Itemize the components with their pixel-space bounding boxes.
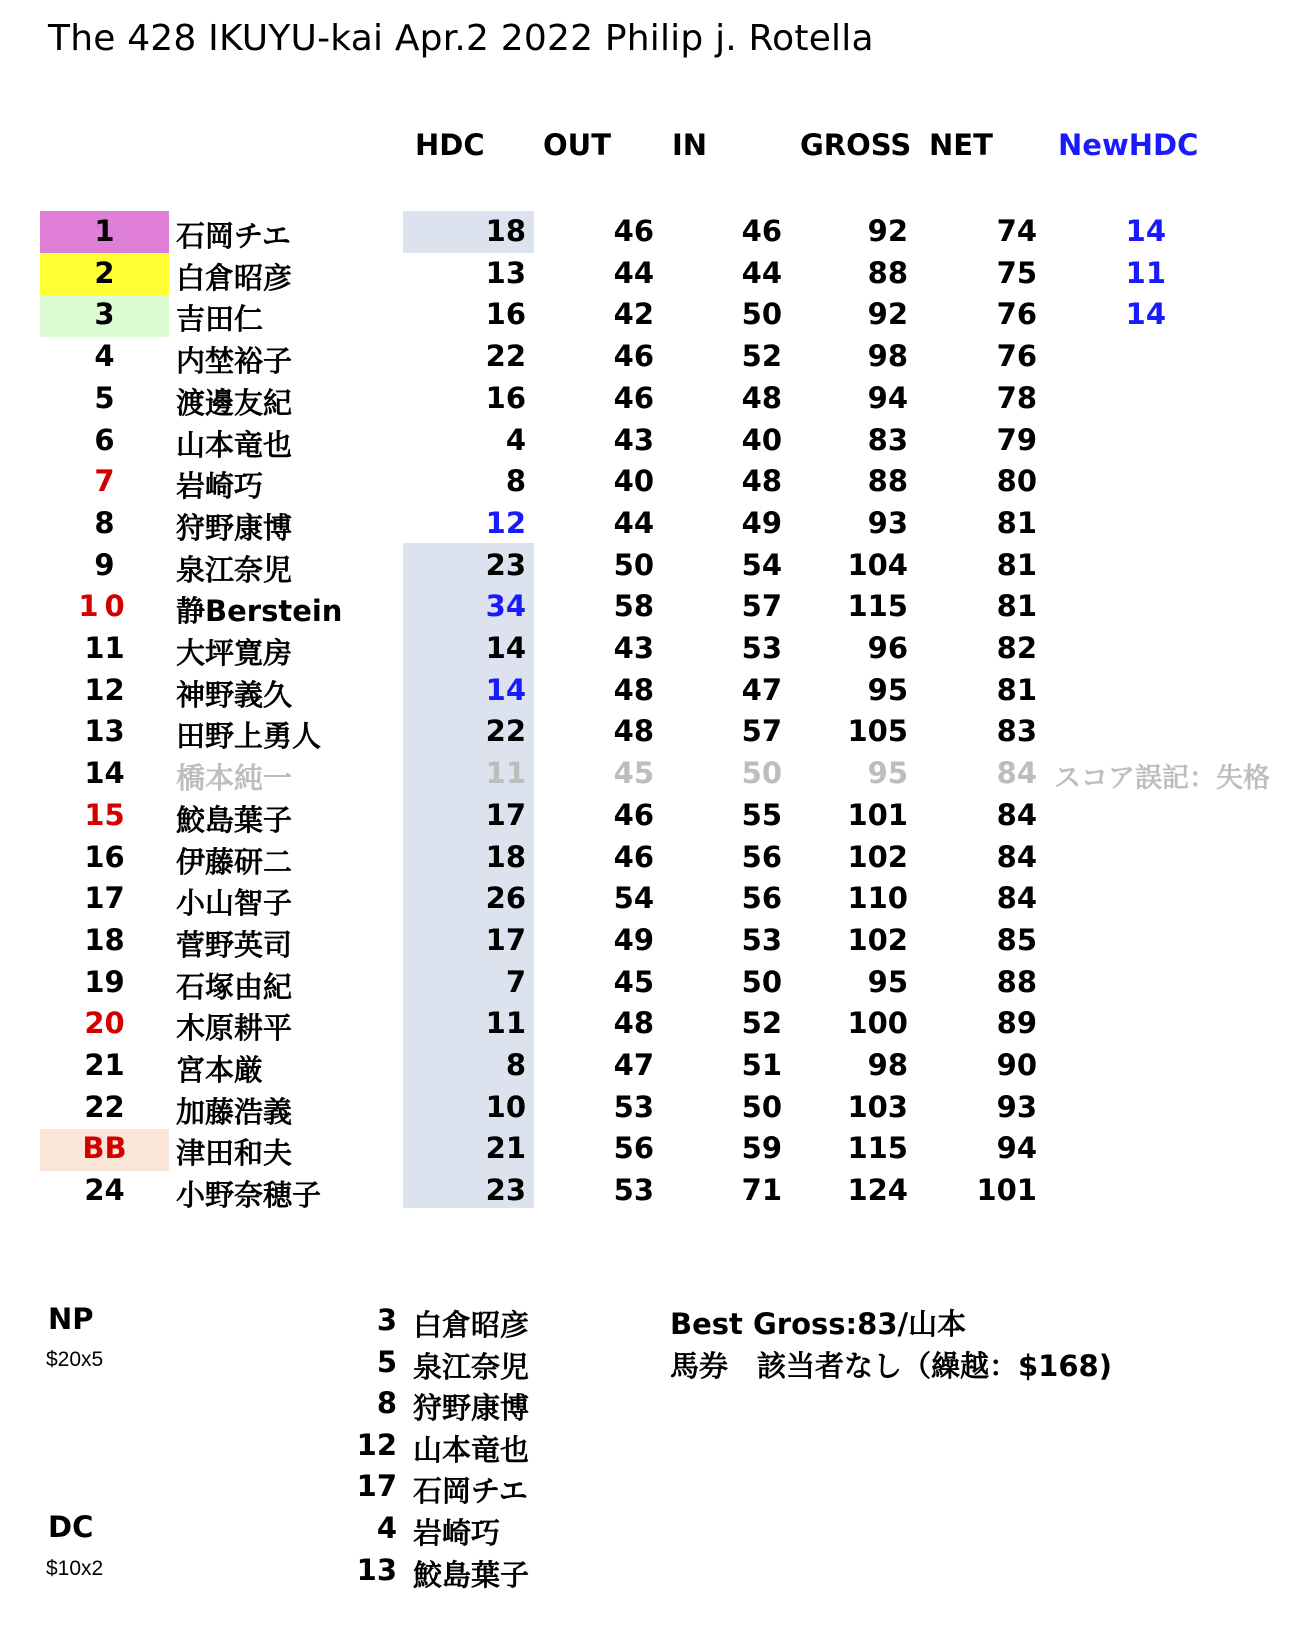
hdc-cell: 14	[485, 631, 526, 665]
out-cell: 46	[613, 797, 654, 832]
hdc-cell: 23	[485, 547, 526, 582]
out-cell: 43	[613, 422, 654, 457]
table-row	[0, 920, 1316, 962]
table-row	[0, 253, 1316, 295]
baken-note: 馬券 該当者なし（繰越：$168)	[670, 1349, 1112, 1383]
in-cell: 52	[741, 1006, 782, 1041]
header-new-hdc: NewHDC	[1058, 128, 1199, 162]
in-cell: 50	[741, 297, 782, 332]
net-cell: 74	[996, 214, 1037, 248]
rank-cell: 10	[78, 589, 131, 624]
gross-cell: 115	[847, 589, 908, 624]
out-cell: 40	[613, 464, 654, 499]
net-cell: 94	[996, 1131, 1037, 1166]
hdc-cell: 18	[485, 214, 526, 248]
table-row	[0, 1003, 1316, 1045]
best-gross: Best Gross:83/山本	[670, 1307, 967, 1341]
gross-cell: 92	[867, 297, 908, 332]
gross-cell: 124	[847, 1173, 908, 1208]
rank-cell: 22	[84, 1089, 125, 1124]
net-cell: 81	[996, 589, 1037, 624]
hdc-cell: 12	[485, 505, 526, 540]
winner-name: 岩崎巧	[413, 1516, 501, 1550]
hdc-cell: 16	[485, 380, 526, 415]
gross-cell: 95	[867, 756, 908, 791]
in-cell: 50	[741, 1089, 782, 1124]
net-cell: 81	[996, 505, 1037, 540]
table-row	[0, 211, 1316, 253]
table-row	[0, 1128, 1316, 1170]
name-cell: 小山智子	[176, 886, 293, 921]
in-cell: 46	[741, 214, 782, 248]
in-cell: 55	[741, 797, 782, 832]
net-cell: 88	[996, 964, 1037, 999]
prize-winner	[0, 1386, 700, 1426]
out-cell: 44	[613, 505, 654, 540]
in-cell: 71	[741, 1173, 782, 1208]
rank-cell: 20	[84, 1006, 125, 1041]
out-cell: 46	[613, 214, 654, 248]
table-row	[0, 294, 1316, 336]
gross-cell: 98	[867, 339, 908, 374]
rank-cell: 16	[84, 839, 125, 874]
rank-cell: 15	[84, 797, 125, 832]
out-cell: 42	[613, 297, 654, 332]
hdc-cell: 13	[485, 255, 526, 290]
rank-cell: 24	[84, 1173, 125, 1208]
name-cell: 静Berstein	[176, 594, 343, 629]
hdc-cell: 34	[485, 589, 526, 624]
out-cell: 43	[613, 631, 654, 665]
gross-cell: 88	[867, 464, 908, 499]
in-cell: 59	[741, 1131, 782, 1166]
hdc-cell: 11	[485, 756, 526, 791]
hdc-cell: 8	[505, 1048, 526, 1082]
hdc-cell: 22	[485, 339, 526, 374]
out-cell: 45	[613, 756, 654, 791]
table-row	[0, 1087, 1316, 1129]
net-cell: 84	[996, 797, 1037, 832]
gross-cell: 110	[847, 881, 908, 916]
in-cell: 44	[741, 255, 782, 290]
gross-cell: 96	[867, 631, 908, 665]
net-cell: 83	[996, 714, 1037, 749]
name-cell: 菅野英司	[176, 927, 293, 962]
gross-cell: 93	[867, 505, 908, 540]
rank-cell: 4	[94, 339, 115, 374]
header-hdc: HDC	[415, 128, 485, 162]
net-cell: 84	[996, 839, 1037, 874]
net-cell: 79	[996, 422, 1037, 457]
table-row	[0, 837, 1316, 879]
out-cell: 53	[613, 1173, 654, 1208]
table-row	[0, 336, 1316, 378]
table-row	[0, 1170, 1316, 1212]
winner-name: 狩野康博	[413, 1391, 530, 1425]
net-cell: 90	[996, 1048, 1037, 1082]
dc-label: DC	[48, 1510, 94, 1544]
table-row	[0, 628, 1316, 670]
out-cell: 48	[613, 672, 654, 707]
rank-cell: 19	[84, 964, 125, 999]
net-cell: 89	[996, 1006, 1037, 1041]
in-cell: 47	[741, 672, 782, 707]
in-cell: 56	[741, 881, 782, 916]
out-cell: 45	[613, 964, 654, 999]
hdc-cell: 11	[485, 1006, 526, 1041]
gross-cell: 95	[867, 672, 908, 707]
table-row	[0, 545, 1316, 587]
winner-name: 鮫島葉子	[413, 1557, 530, 1592]
hdc-cell: 14	[485, 672, 526, 707]
net-cell: 78	[996, 380, 1037, 415]
table-row	[0, 461, 1316, 503]
net-cell: 82	[996, 631, 1037, 665]
rank-cell: 6	[94, 422, 115, 457]
out-cell: 46	[613, 339, 654, 374]
name-cell: 白倉昭彦	[176, 260, 293, 295]
rank-cell: 1	[94, 214, 115, 248]
prize-winner	[0, 1553, 700, 1593]
name-cell: 岩崎巧	[176, 469, 264, 504]
new-hdc-cell: 14	[1125, 214, 1166, 248]
table-row	[0, 878, 1316, 920]
gross-cell: 95	[867, 964, 908, 999]
out-cell: 53	[613, 1089, 654, 1124]
in-cell: 49	[741, 505, 782, 540]
out-cell: 48	[613, 1006, 654, 1041]
name-cell: 田野上勇人	[176, 719, 322, 754]
page-title: The 428 IKUYU-kai Apr.2 2022 Philip j. Rotella	[48, 18, 874, 59]
np-prize: $20x5	[46, 1348, 104, 1371]
out-cell: 48	[613, 714, 654, 749]
rank-cell: 2	[94, 255, 115, 290]
np-label: NP	[48, 1302, 94, 1336]
table-row	[0, 711, 1316, 753]
name-cell: 小野奈穂子	[176, 1178, 322, 1213]
winner-name: 山本竜也	[413, 1432, 530, 1467]
net-cell: 81	[996, 547, 1037, 582]
hole-number: 3	[376, 1303, 397, 1337]
hdc-cell: 7	[505, 964, 526, 999]
header-out: OUT	[543, 128, 611, 162]
hdc-cell: 17	[485, 797, 526, 832]
rank-cell: 3	[94, 297, 115, 332]
hdc-cell: 18	[485, 839, 526, 874]
hdc-cell: 21	[485, 1131, 526, 1166]
name-cell: 狩野康博	[176, 510, 293, 545]
gross-cell: 98	[867, 1048, 908, 1082]
winner-name: 石岡チエ	[413, 1474, 528, 1508]
table-row	[0, 753, 1316, 795]
rank-cell: 7	[94, 464, 115, 499]
out-cell: 50	[613, 547, 654, 582]
table-row	[0, 503, 1316, 545]
gross-cell: 105	[847, 714, 908, 749]
net-cell: 80	[996, 464, 1037, 499]
table-row	[0, 795, 1316, 837]
prize-winner	[0, 1511, 700, 1551]
rank-cell: 12	[84, 672, 125, 707]
in-cell: 50	[741, 964, 782, 999]
disqualified-note: スコア誤記：失格	[1054, 763, 1270, 795]
out-cell: 49	[613, 922, 654, 957]
out-cell: 54	[613, 881, 654, 916]
hole-number: 5	[376, 1344, 397, 1379]
in-cell: 48	[741, 464, 782, 499]
table-row	[0, 1045, 1316, 1087]
net-cell: 81	[996, 672, 1037, 707]
net-cell: 76	[996, 297, 1037, 332]
gross-cell: 83	[867, 422, 908, 457]
winner-name: 泉江奈児	[413, 1349, 530, 1384]
out-cell: 47	[613, 1048, 654, 1082]
out-cell: 58	[613, 589, 654, 624]
name-cell: 石岡チエ	[176, 219, 291, 253]
rank-cell: 5	[94, 380, 115, 415]
rank-cell: BB	[82, 1131, 127, 1166]
rank-cell: 14	[84, 756, 125, 791]
hole-number: 17	[356, 1469, 397, 1503]
gross-cell: 115	[847, 1131, 908, 1166]
rank-cell: 21	[84, 1048, 125, 1082]
name-cell: 神野義久	[176, 677, 293, 712]
rank-cell: 17	[84, 881, 125, 916]
dc-prize: $10x2	[46, 1557, 104, 1580]
out-cell: 46	[613, 839, 654, 874]
prize-winner	[0, 1303, 700, 1343]
in-cell: 56	[741, 839, 782, 874]
name-cell: 宮本厳	[176, 1053, 264, 1087]
header-gross: GROSS	[800, 128, 912, 162]
name-cell: 伊藤研二	[176, 844, 293, 879]
name-cell: 石塚由紀	[176, 969, 293, 1004]
gross-cell: 94	[867, 380, 908, 415]
in-cell: 40	[741, 422, 782, 457]
table-row	[0, 962, 1316, 1004]
name-cell: 山本竜也	[176, 427, 293, 462]
prize-winner	[0, 1469, 700, 1509]
hole-number: 13	[356, 1552, 397, 1587]
gross-cell: 104	[847, 547, 908, 582]
hdc-cell: 4	[505, 422, 526, 457]
rank-cell: 9	[94, 547, 115, 582]
in-cell: 57	[741, 714, 782, 749]
hdc-cell: 8	[505, 464, 526, 499]
name-cell: 吉田仁	[176, 302, 264, 337]
in-cell: 54	[741, 547, 782, 582]
prize-winner	[0, 1345, 700, 1385]
table-row	[0, 420, 1316, 462]
net-cell: 75	[996, 255, 1037, 290]
new-hdc-cell: 11	[1125, 255, 1166, 290]
in-cell: 51	[741, 1048, 782, 1082]
in-cell: 50	[741, 756, 782, 791]
name-cell: 津田和夫	[176, 1136, 293, 1171]
name-cell: 鮫島葉子	[176, 802, 293, 837]
prize-winner	[0, 1428, 700, 1468]
rank-cell: 8	[94, 505, 115, 540]
hdc-cell: 23	[485, 1173, 526, 1208]
table-row	[0, 586, 1316, 628]
hole-number: 4	[376, 1511, 397, 1545]
in-cell: 53	[741, 922, 782, 957]
gross-cell: 92	[867, 214, 908, 248]
in-cell: 52	[741, 339, 782, 374]
name-cell: 加藤浩義	[176, 1094, 293, 1129]
name-cell: 内埜裕子	[176, 344, 293, 379]
name-cell: 木原耕平	[176, 1011, 293, 1046]
net-cell: 85	[996, 922, 1037, 957]
hole-number: 8	[376, 1386, 397, 1420]
table-row	[0, 378, 1316, 420]
in-cell: 53	[741, 631, 782, 665]
gross-cell: 103	[847, 1089, 908, 1124]
hdc-cell: 22	[485, 714, 526, 749]
gross-cell: 88	[867, 255, 908, 290]
gross-cell: 100	[847, 1006, 908, 1041]
name-cell: 大坪寛房	[176, 636, 293, 670]
gross-cell: 101	[847, 797, 908, 832]
hdc-cell: 16	[485, 297, 526, 332]
net-cell: 84	[996, 756, 1037, 791]
hdc-cell: 26	[485, 881, 526, 916]
hole-number: 12	[356, 1427, 397, 1462]
net-cell: 84	[996, 881, 1037, 916]
in-cell: 48	[741, 380, 782, 415]
out-cell: 56	[613, 1131, 654, 1166]
table-row	[0, 670, 1316, 712]
name-cell: 橋本純一	[176, 761, 293, 796]
gross-cell: 102	[847, 839, 908, 874]
gross-cell: 102	[847, 922, 908, 957]
net-cell: 101	[976, 1173, 1037, 1208]
name-cell: 渡邊友紀	[176, 385, 293, 420]
net-cell: 93	[996, 1089, 1037, 1124]
rank-cell: 13	[84, 714, 125, 749]
new-hdc-cell: 14	[1125, 297, 1166, 332]
header-in: IN	[672, 128, 708, 162]
in-cell: 57	[741, 589, 782, 624]
name-cell: 泉江奈児	[176, 552, 293, 587]
out-cell: 46	[613, 380, 654, 415]
header-net: NET	[929, 128, 993, 162]
winner-name: 白倉昭彦	[413, 1308, 530, 1342]
hdc-cell: 10	[485, 1089, 526, 1124]
net-cell: 76	[996, 339, 1037, 374]
out-cell: 44	[613, 255, 654, 290]
rank-cell: 18	[84, 922, 125, 957]
hdc-cell: 17	[485, 922, 526, 957]
rank-cell: 11	[84, 631, 125, 665]
